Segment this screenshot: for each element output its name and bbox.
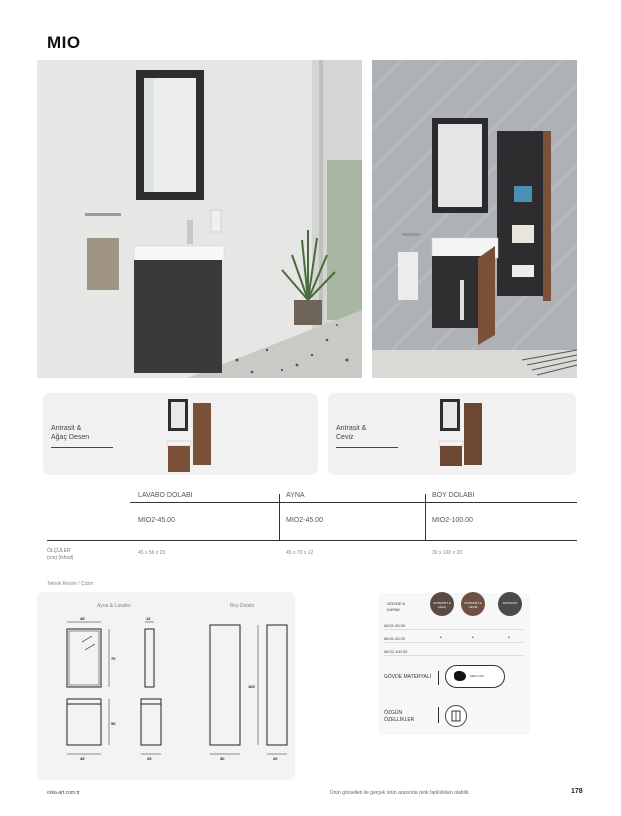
swatch-label: ANTRASİT — [502, 601, 518, 605]
option-row-code: MIO2-45.00 — [384, 636, 406, 641]
option-row-divider — [384, 655, 524, 656]
spec-column-header: LAVABO DOLABI — [138, 492, 193, 499]
variant-card-anthracite-walnut[interactable] — [328, 393, 576, 475]
option-availability: • — [440, 635, 442, 641]
footer-website[interactable]: orka-art.com.tr — [47, 790, 80, 796]
spec-divider-bottom — [47, 540, 577, 541]
swatch-label: ANTRASİT & AĞAÇ — [433, 601, 451, 609]
product-code: MIO2-100.00 — [432, 517, 473, 524]
dimension-value: 70 — [111, 656, 116, 661]
option-row-code: MIO2-100.00 — [384, 649, 408, 654]
page-title: MIO — [47, 33, 81, 52]
product-code: MIO2-45.00 — [286, 517, 323, 524]
product-code: MIO2-45.00 — [138, 517, 175, 524]
option-availability: • — [472, 635, 474, 641]
footer-disclaimer: Ürün görselleri ile gerçek ürün arasında renk farklılıkları olabilir. — [330, 790, 470, 796]
variant-label: Antrasit & Ağaç Desen — [51, 424, 113, 448]
dimension-value: 45 — [80, 616, 85, 621]
variant-thumbnail — [436, 397, 506, 473]
drawing-subtitle: Boy Dolabı — [230, 603, 255, 609]
option-availability: • — [508, 635, 510, 641]
technical-drawing-title: Teknik Resim / Çizim — [47, 581, 94, 587]
swatch-label: ANTRASİT & CEVİZ — [464, 601, 482, 609]
dimension-value: 12 — [146, 616, 151, 621]
drawing-subtitle: Ayna & Lavabo — [97, 603, 131, 609]
product-photo-tall-cabinet — [372, 60, 577, 378]
material-icon — [454, 671, 466, 681]
bathroom-scene-illustration — [37, 60, 362, 378]
material-value: MDF LAM — [470, 674, 484, 678]
variant-thumbnail — [163, 397, 233, 473]
dimension-value: 20 — [273, 756, 278, 761]
spec-column-header: AYNA — [286, 492, 305, 499]
features-divider — [438, 707, 439, 723]
dimension-value: 56 — [111, 721, 116, 726]
spec-column-header: BOY DOLABI — [432, 492, 475, 499]
dimension-value: 160 — [248, 684, 255, 689]
dimension-value: 30 — [220, 756, 225, 761]
spec-column-divider — [425, 494, 426, 540]
tall-cabinet-scene-illustration — [372, 60, 577, 378]
dimension-value: 25 — [147, 756, 152, 761]
door-hinge-glyph — [446, 706, 466, 726]
door-hinge-icon — [445, 705, 467, 727]
variant-label: Antrasit & Ceviz — [336, 424, 398, 448]
spec-divider-top — [130, 502, 577, 503]
dimension-value: 45 x 70 x 12 — [286, 550, 314, 556]
dimension-value: 30 x 160 x 20 — [432, 550, 463, 556]
option-row-code: MIO2-45.00 — [384, 623, 406, 628]
spec-column-divider — [279, 494, 280, 540]
features-label: ÖZGÜN ÖZELLİKLER — [384, 710, 415, 723]
variant-card-anthracite-wood[interactable] — [43, 393, 318, 475]
dimension-value: 45 — [80, 756, 85, 761]
page-number: 178 — [571, 788, 583, 795]
dimension-value: 45 x 56 x 25 — [138, 550, 166, 556]
material-divider — [438, 671, 439, 685]
option-row-divider — [384, 629, 524, 630]
body-cover-label: GÖVDE & KAPAK — [387, 601, 406, 612]
dimensions-label: ÖLÇÜLER (cm) (lxhxd) — [47, 548, 74, 561]
product-photo-bathroom — [37, 60, 362, 378]
option-row-divider — [384, 642, 524, 643]
material-label: GÖVDE MATERYALİ — [384, 674, 431, 680]
technical-drawing — [37, 592, 295, 780]
